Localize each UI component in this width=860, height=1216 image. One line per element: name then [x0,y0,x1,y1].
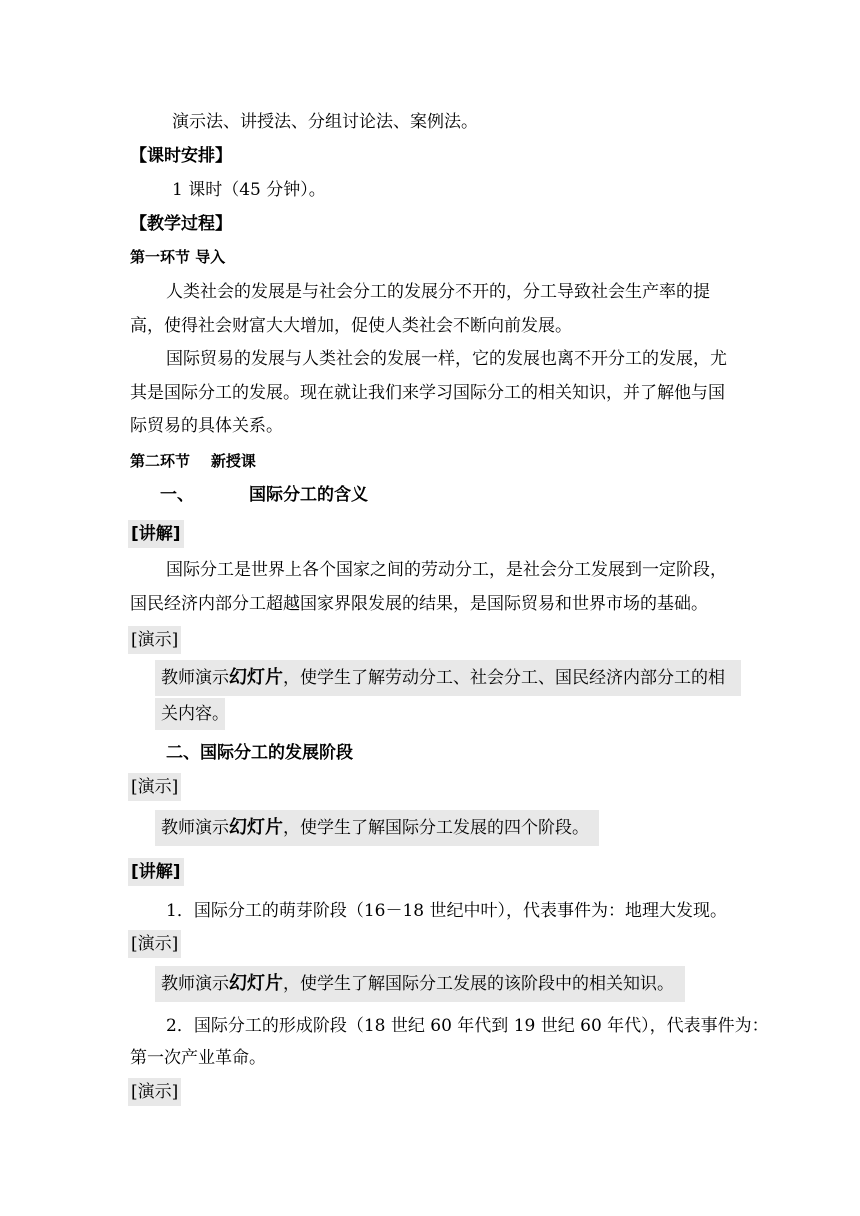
demo-text-pre: 教师演示 [161,818,229,838]
paragraph-line: 际贸易的具体关系。 [130,416,283,436]
demo-text-pre: 教师演示 [161,974,229,994]
paragraph-line: 其是国际分工的发展。现在就让我们来学习国际分工的相关知识，并了解他与国 [130,383,725,403]
schedule-text: 1 课时（45 分钟）。 [172,180,326,200]
demo-highlight-block [155,966,685,1002]
step2-title: 第二环节 新授课 [130,452,256,470]
paragraph-line: 国际贸易的发展与人类社会的发展一样，它的发展也离不开分工的发展，尤 [166,349,727,369]
tag-demo: [演示] [128,626,181,654]
paragraph-line: 国际分工是世界上各个国家之间的劳动分工，是社会分工发展到一定阶段， [166,560,727,580]
demo-text-line2: 关内容。 [161,704,229,724]
paragraph-line: 国民经济内部分工超越国家界限发展的结果，是国际贸易和世界市场的基础。 [130,594,708,614]
demo-text-post: ，使学生了解劳动分工、社会分工、国民经济内部分工的相 [283,668,725,688]
tag-explain: [讲解] [128,858,184,886]
demo-highlight-continuation [155,698,229,730]
demo-text-pre: 教师演示 [161,668,229,688]
teaching-methods-line: 演示法、讲授法、分组讨论法、案例法。 [172,112,478,132]
demo-text-post: ，使学生了解国际分工发展的该阶段中的相关知识。 [283,974,674,994]
demo-highlight-block [155,660,741,696]
tag-demo: [演示] [128,930,181,958]
section-heading-schedule: 【课时安排】 [130,146,232,166]
stage1-text: 1．国际分工的萌芽阶段（16－18 世纪中叶），代表事件为：地理大发现。 [166,901,727,921]
slides-keyword: 幻灯片 [229,667,283,688]
step1-title: 第一环节 导入 [130,248,226,266]
heading-stages: 二、国际分工的发展阶段 [166,743,353,763]
tag-demo: [演示] [128,1078,181,1106]
tag-demo: [演示] [128,773,181,801]
paragraph-line: 高，使得社会财富大大增加，促使人类社会不断向前发展。 [130,316,572,336]
tag-explain: [讲解] [128,520,184,548]
heading-meaning: 国际分工的含义 [249,485,368,505]
heading-number: 一、 [160,485,194,505]
stage2-line1: 2．国际分工的形成阶段（18 世纪 60 年代到 19 世纪 60 年代），代表事件为： [166,1016,769,1036]
section-heading-process: 【教学过程】 [130,214,232,234]
paragraph-line: 人类社会的发展是与社会分工的发展分不开的，分工导致社会生产率的提 [166,282,710,302]
demo-text-post: ，使学生了解国际分工发展的四个阶段。 [283,818,589,838]
stage2-line2: 第一次产业革命。 [130,1048,266,1068]
slides-keyword: 幻灯片 [229,973,283,994]
demo-highlight-block [155,810,599,846]
slides-keyword: 幻灯片 [229,817,283,838]
